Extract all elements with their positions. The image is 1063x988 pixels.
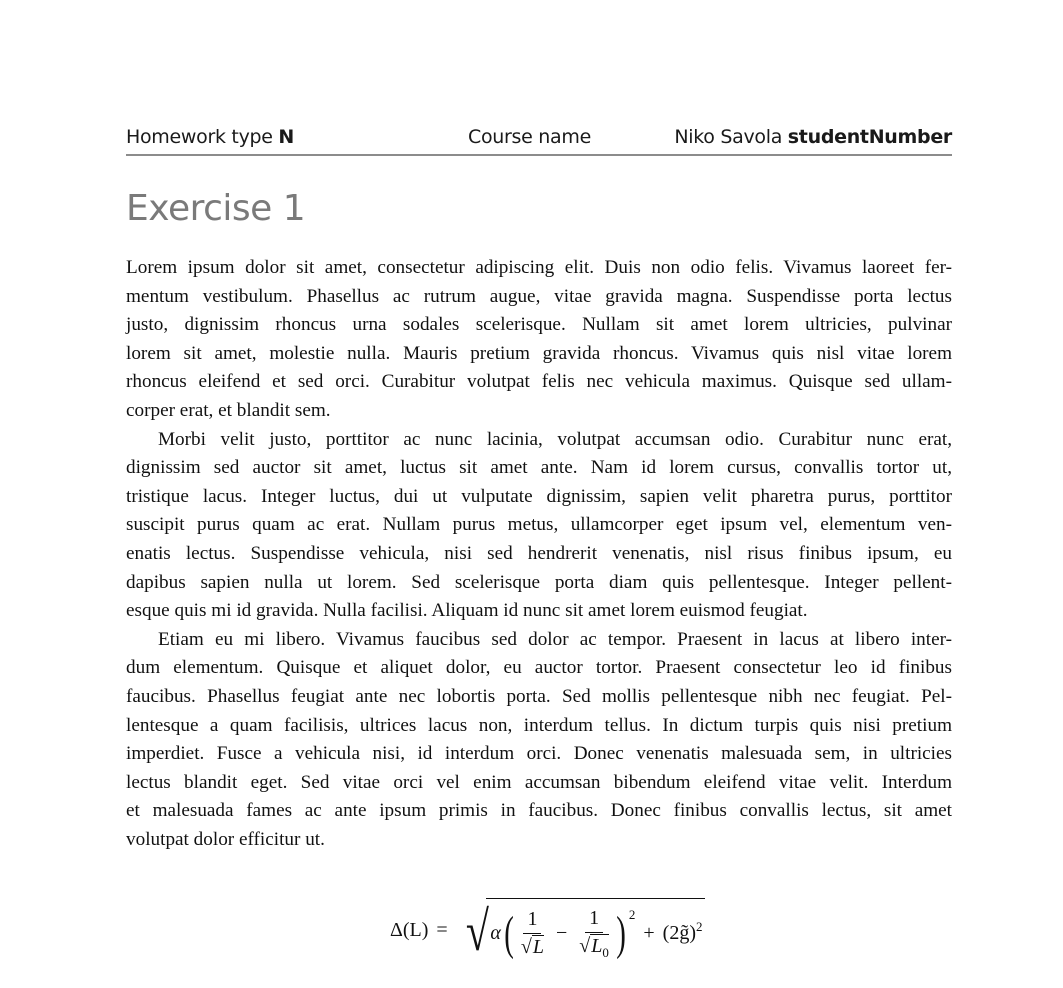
text-line: Lorem ipsum dolor sit amet, consectetur adipiscing elit. Duis non odio felis. Vivamus laoreet fer-: [126, 257, 952, 278]
frac1-den-var: L: [532, 936, 545, 958]
text-line: volutpat dolor efficitur ut.: [126, 828, 325, 850]
fraction-1-numerator: 1: [523, 908, 541, 934]
text-line: esque quis mi id gravida. Nulla facilisi. Aliquam id nunc sit amet lorem euismod feugiat.: [126, 600, 808, 622]
page-header: [126, 126, 952, 156]
fraction-2-denominator: $√L_0$: [579, 934, 609, 960]
frac2-den-letter: L: [591, 934, 603, 957]
homework-type-label: Homework type: [126, 126, 273, 148]
student-name: Niko Savola: [674, 126, 783, 148]
square-root: [462, 898, 705, 962]
paragraph-3: [126, 626, 952, 855]
text-line: et malesuada fames ac ante ipsum primis in faucibus. Donec finibus convallis lectus, sit amet: [126, 800, 952, 822]
course-name: Course name: [468, 126, 591, 148]
student-info: [674, 126, 952, 148]
text-line: suscipit purus quam ac erat. Nullam purus metus, ullamcorper eget ipsum vel, elementum ven-: [126, 514, 952, 536]
minus-sign: −: [556, 922, 568, 944]
text-line: Etiam eu mi libero. Vivamus faucibus sed dolor ac tempor. Praesent in lacus at libero inter-: [158, 628, 952, 650]
g-tilde-term: (2g̃): [662, 922, 696, 944]
g-tilde-exponent: 2: [696, 919, 703, 934]
text-line: rhoncus eleifend et sed orci. Curabitur volutpat felis nec vehicula maximus. Quisque sed ullam-: [126, 371, 952, 393]
text-line: enatis lectus. Suspendisse vehicula, nisi sed hendrerit venenatis, nisl risus finibus ipsum, eu: [126, 542, 952, 564]
text-line: dignissim sed auctor sit amet, luctus sit amet ante. Nam id lorem cursus, convallis tortor ut,: [126, 457, 952, 479]
text-line: imperdiet. Fusce a vehicula nisi, id interdum orci. Donec venenatis malesuada sem, in ultricies: [126, 743, 952, 765]
text-line: mentum vestibulum. Phasellus ac rutrum augue, vitae gravida magna. Suspendisse porta lectus: [126, 285, 952, 307]
fraction-2-numerator: 1: [585, 907, 603, 933]
text-line: faucibus. Phasellus feugiat ante nec lobortis porta. Sed mollis pellentesque nibh nec feugiat. Pel-: [126, 685, 952, 707]
paragraph-2: [126, 426, 952, 626]
homework-type-value: N: [278, 126, 295, 148]
exercise-title: Exercise 1: [126, 188, 306, 229]
text-line: Morbi velit justo, porttitor ac nunc lacinia, volutpat accumsan odio. Curabitur nunc erat,: [158, 428, 952, 450]
text-line: dum elementum. Quisque et aliquet dolor, eu auctor tortor. Praesent consectetur leo id finibus: [126, 657, 952, 679]
right-paren: ): [616, 906, 626, 960]
fraction-2: [579, 907, 609, 961]
display-equation: [390, 892, 705, 968]
radical-sign-icon: √: [465, 901, 489, 963]
text-line: dapibus sapien nulla ut lorem. Sed scelerisque porta diam quis pellentesque. Integer pellent-: [126, 571, 952, 593]
alpha-symbol: α: [490, 922, 501, 944]
fraction-1-denominator: √L: [520, 936, 545, 958]
fraction-1: [521, 908, 544, 959]
text-line: corper erat, et blandit sem.: [126, 399, 331, 421]
text-line: tristique lacus. Integer luctus, dui ut vulputate dignissim, sapien velit pharetra purus, porttitor: [126, 485, 952, 507]
left-paren: (: [504, 906, 514, 960]
homework-type: [126, 126, 294, 148]
plus-sign: +: [643, 922, 655, 944]
body-text: [126, 254, 952, 854]
radicand: [486, 898, 704, 962]
square-exponent: 2: [628, 907, 636, 922]
paragraph-1: [126, 254, 952, 426]
frac2-den-subscript: 0: [602, 944, 609, 960]
student-number: studentNumber: [787, 126, 952, 148]
equation-lhs: Δ(L): [390, 918, 429, 941]
text-line: lorem sit amet, molestie nulla. Mauris pretium gravida rhoncus. Vivamus quis nisl vitae lorem: [126, 342, 952, 364]
text-line: lectus blandit eget. Sed vitae orci vel enim accumsan bibendum eleifend vitae velit. Interdum: [126, 771, 952, 793]
frac2-den-var: [590, 934, 609, 960]
text-line: lentesque a quam facilisis, ultrices lacus non, interdum tellus. In dictum turpis quis nisi pretium: [126, 714, 952, 736]
text-line: justo, dignissim rhoncus urna sodales scelerisque. Nullam sit amet lorem ultricies, pulvinar: [126, 314, 952, 336]
equals-sign: =: [436, 918, 448, 941]
